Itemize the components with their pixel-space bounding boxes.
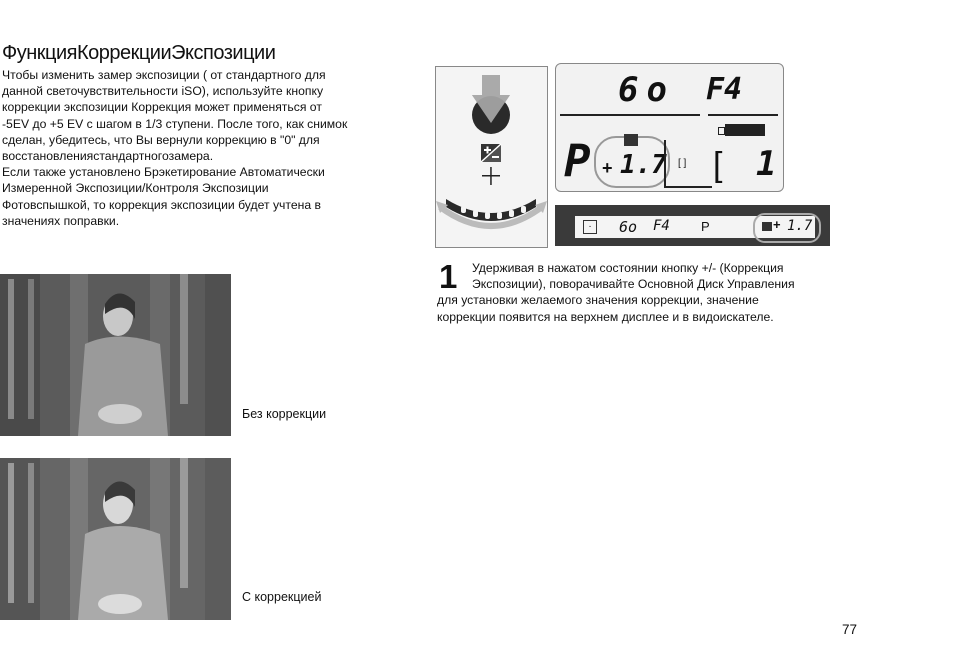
command-dial-icon [436, 199, 547, 226]
vf-aperture: F4 [653, 218, 670, 234]
plus-minus-icon [762, 222, 772, 231]
intro-line: сделан, убедитесь, что Вы вернули коррекцию в "0" для [2, 132, 320, 147]
plus-minus-icon [481, 144, 501, 162]
photo-with-correction [0, 458, 231, 620]
caption-with-correction: С коррекцией [242, 590, 322, 604]
lcd-shutter: 6o [618, 70, 675, 110]
vf-focus-area: · [583, 220, 597, 234]
plus-minus-icon [624, 134, 638, 146]
caption-without-correction: Без коррекции [242, 407, 327, 421]
button-dial-diagram [435, 66, 548, 248]
vf-comp-value: 1.7 [787, 218, 813, 234]
vf-comp-sign: + [773, 217, 781, 232]
page-title: ФункцияКоррекцииЭкспозиции [2, 42, 276, 64]
lcd-aperture: F4 [706, 72, 743, 107]
step-line: для установки желаемого значения коррекции, значение [437, 293, 759, 308]
intro-line: Измеренной Экспозиции/Контроля Экспозиции [2, 181, 269, 196]
step-number: 1 [439, 258, 458, 295]
viewfinder-strip [575, 216, 815, 238]
intro-line: Чтобы изменить замер экспозиции ( от стандартного для [2, 68, 326, 82]
photo-without-correction [0, 274, 231, 436]
step-line: Экспозиции), поворачивайте Основной Диск Управления [472, 277, 795, 292]
plus-icon [482, 167, 500, 185]
battery-icon [718, 124, 766, 136]
viewfinder-display [555, 205, 830, 246]
step-line: коррекции появится на верхнем дисплее и в видоискателе. [437, 309, 774, 324]
step-line: Удерживая в нажатом состоянии кнопку +/- (Коррекция [472, 261, 784, 275]
lcd-frame-count: 1 [756, 144, 777, 184]
lcd-mode: P [564, 136, 591, 187]
intro-line: данной светочувствительности iSO), используйте кнопку [2, 84, 324, 99]
vf-mode: P [701, 219, 710, 234]
top-lcd-panel [555, 63, 784, 192]
intro-line: Фотовспышкой, то коррекция экспозиции будет учтена в [2, 197, 321, 212]
vf-shutter: 6o [619, 218, 638, 236]
step-text [437, 260, 867, 325]
focus-area-box [664, 140, 712, 188]
intro-line: -5EV до +5 EV с шагом в 1/3 ступени. После того, как снимок [2, 116, 348, 131]
lcd-divider [560, 114, 700, 116]
lcd-focus-area: [ ] [678, 158, 687, 169]
intro-line: восстановлениястандартногозамера. [2, 149, 214, 164]
intro-line: коррекции экспозиции Коррекция может применяться от [2, 100, 322, 115]
page-number: 77 [842, 622, 858, 637]
frame-bracket: [ [713, 146, 723, 184]
lcd-comp-sign: + [602, 158, 613, 178]
intro-line: значениях поправки. [2, 213, 120, 228]
lcd-comp-value: 1.7 [620, 150, 667, 180]
lcd-divider [708, 114, 778, 116]
intro-text [2, 67, 412, 229]
intro-line: Если также установлено Брэкетирование Автоматически [2, 165, 325, 180]
